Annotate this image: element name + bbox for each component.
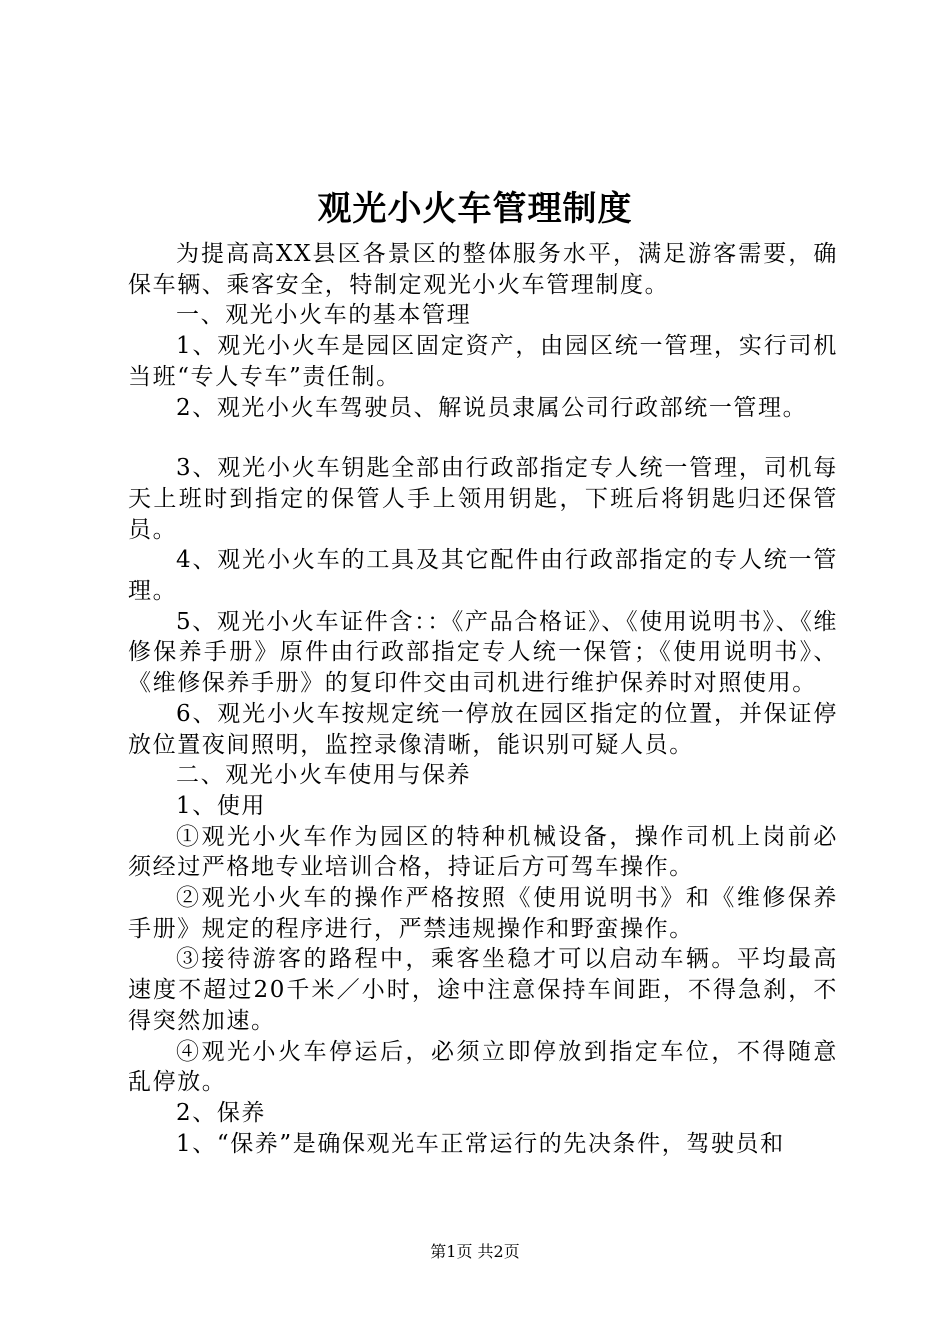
section-heading-basic-management: 一、观光小火车的基本管理: [176, 302, 472, 329]
rule-paragraph: 5、观光小火车证件含：：《产品合格证》、《使用说明书》、《维修保养手册》原件由行政部指定专人统一保管；《使用说明书》、《维修保养手册》的复印件交由司机进行维护保养时对照使用。: [128, 608, 838, 697]
page-footer: 第1页 共2页: [430, 1242, 520, 1261]
document-body: [128, 239, 838, 1159]
subsection-heading-maintenance: 2、保养: [176, 1099, 267, 1126]
rule-paragraph: 4、观光小火车的工具及其它配件由行政部指定的专人统一管理。: [128, 547, 838, 605]
rule-paragraph: ①观光小火车作为园区的特种机械设备，操作司机上岗前必须经过严格地专业培训合格，持证后方可驾车操作。: [128, 823, 838, 881]
rule-paragraph: ④观光小火车停运后，必须立即停放到指定车位，不得随意乱停放。: [128, 1038, 838, 1096]
intro-paragraph: 为提高高XX县区各景区的整体服务水平，满足游客需要，确保车辆、乘客安全，特制定观光小火车管理制度。: [128, 241, 838, 298]
rule-paragraph: 6、观光小火车按规定统一停放在园区指定的位置，并保证停放位置夜间照明，监控录像清晰，能识别可疑人员。: [128, 700, 838, 758]
document-title: 观光小火车管理制度: [317, 189, 633, 229]
subsection-heading-usage: 1、使用: [176, 792, 267, 819]
rule-paragraph: 3、观光小火车钥匙全部由行政部指定专人统一管理，司机每天上班时到指定的保管人手上领用钥匙，下班后将钥匙归还保管员。: [128, 455, 838, 543]
rule-paragraph: 2、观光小火车驾驶员、解说员隶属公司行政部统一管理。: [176, 394, 808, 421]
rule-paragraph: 1、观光小火车是园区固定资产，由园区统一管理，实行司机当班“专人专车”责任制。: [128, 333, 838, 390]
rule-paragraph: ②观光小火车的操作严格按照《使用说明书》和《维修保养手册》规定的程序进行，严禁违规操作和野蛮操作。: [128, 885, 838, 942]
section-heading-usage-maintenance: 二、观光小火车使用与保养: [176, 762, 472, 789]
rule-paragraph: ③接待游客的路程中，乘客坐稳才可以启动车辆。平均最高速度不超过20千米／小时，途中注意保持车间距，不得急刹，不得突然加速。: [128, 946, 838, 1034]
rule-paragraph: 1、“保养”是确保观光车正常运行的先决条件，驾驶员和: [176, 1130, 785, 1157]
